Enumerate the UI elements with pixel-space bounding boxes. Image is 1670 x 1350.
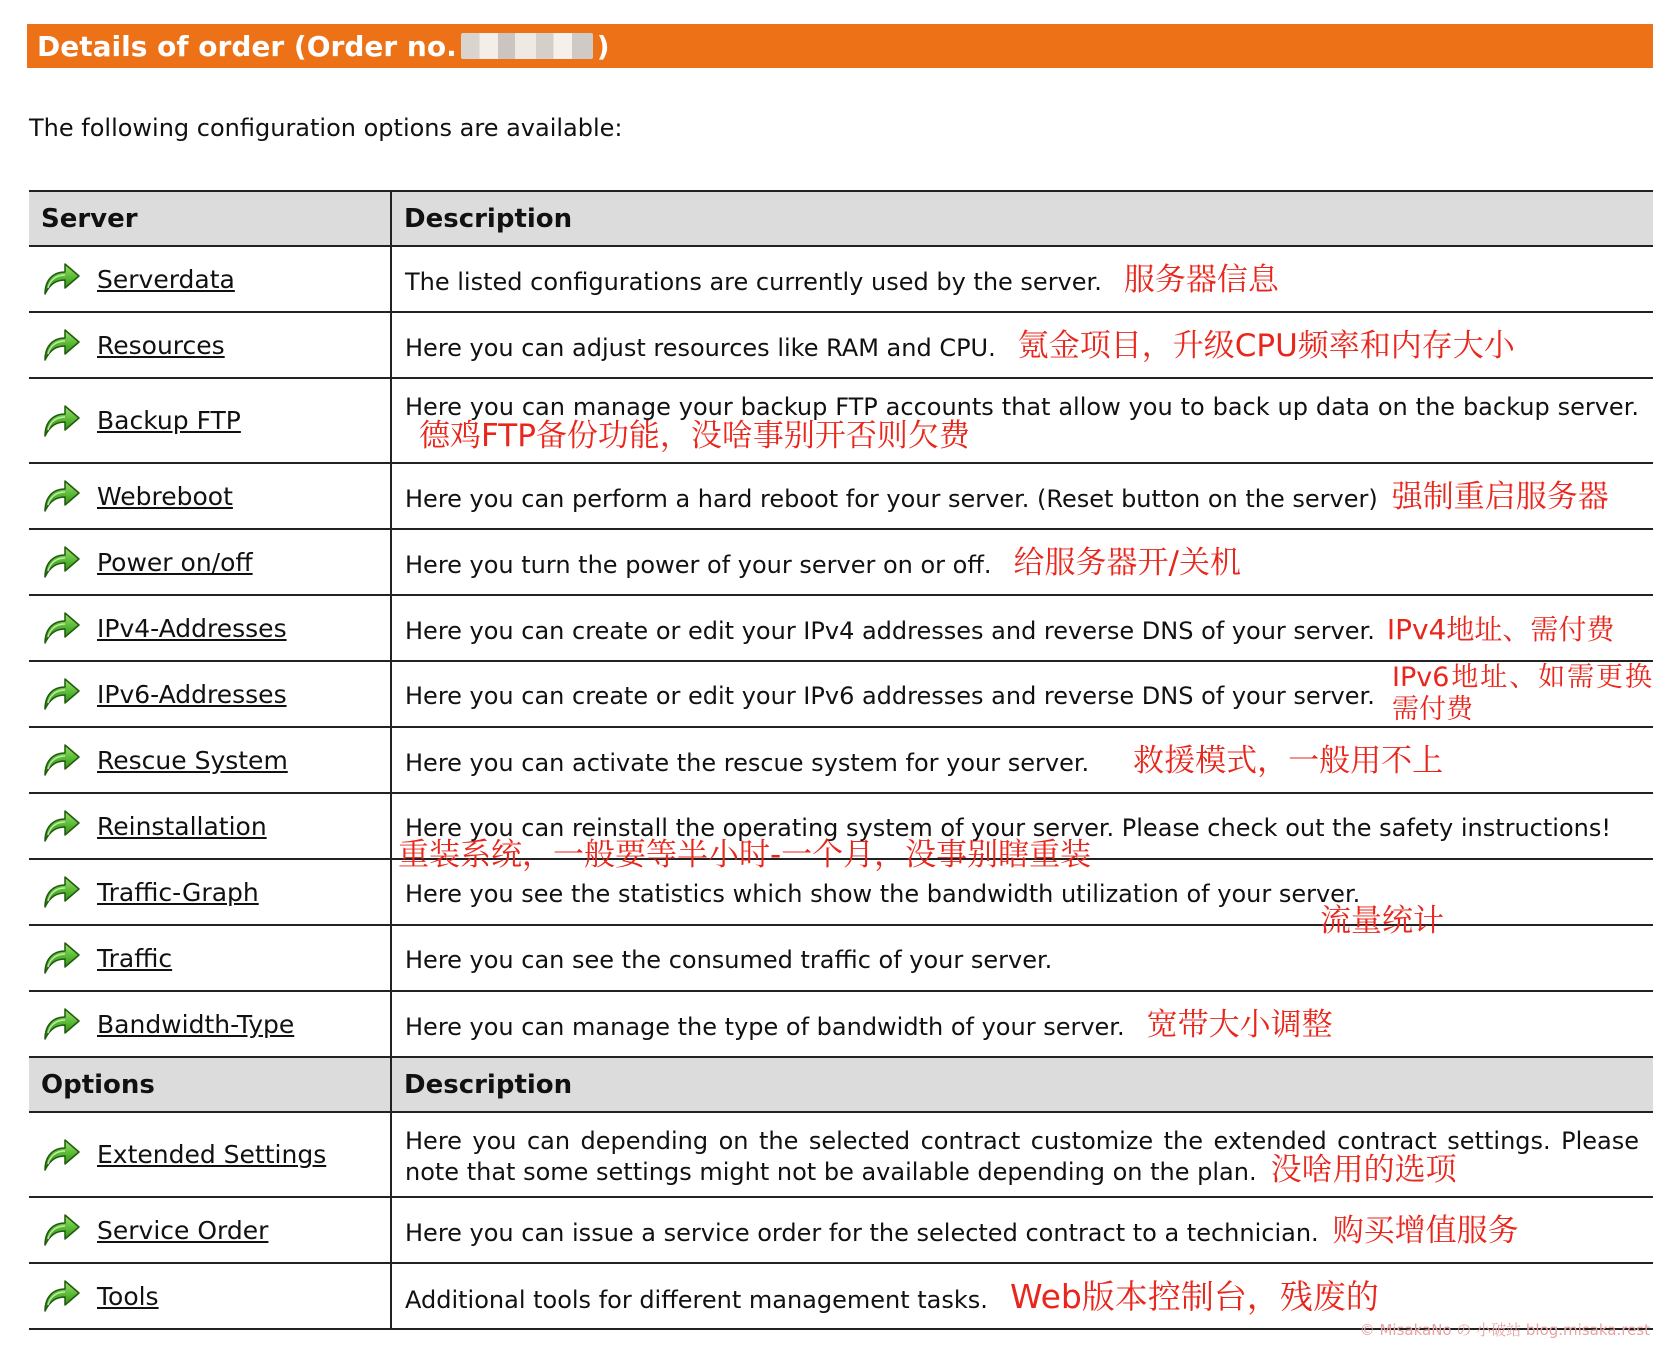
annotation-note: 救援模式，一般用不上 [1133, 742, 1444, 779]
page-title-prefix: Details of order (Order no. [37, 29, 457, 63]
annotation-note: 流量统计 [1320, 903, 1444, 939]
row-description: Here you can perform a hard reboot for your server. (Reset button on the server) [405, 484, 1378, 513]
annotation-note: 强制重启服务器 [1391, 478, 1609, 515]
row-description: Here you can manage the type of bandwidth of your server. [405, 1012, 1125, 1041]
order-header-bar [27, 24, 1653, 68]
green-arrow-icon[interactable] [41, 543, 81, 581]
ipv6-addresses-link[interactable]: IPv6-Addresses [97, 679, 287, 709]
table-row [29, 1112, 1653, 1197]
row-description: Here you can activate the rescue system for your server. [405, 748, 1090, 777]
page-title-suffix: ) [596, 29, 610, 63]
row-description: Here you turn the power of your server on or off. [405, 550, 992, 579]
annotation-note: 宽带大小调整 [1146, 1006, 1333, 1043]
green-arrow-icon[interactable] [41, 260, 81, 298]
green-arrow-icon[interactable] [41, 1277, 81, 1315]
annotation-note: 德鸡FTP备份功能，没啥事别开否则欠费 [419, 417, 970, 454]
annotation-note: 给服务器开/关机 [1013, 544, 1241, 581]
table-row [29, 727, 1653, 793]
annotation-note: 氪金项目，升级CPU频率和内存大小 [1017, 327, 1515, 364]
backup-ftp-link[interactable]: Backup FTP [97, 406, 241, 435]
intro-text: The following configuration options are available: [29, 114, 623, 142]
redacted-order-number [461, 33, 593, 59]
row-description: Here you can create or edit your IPv6 addresses and reverse DNS of your server. [405, 681, 1375, 710]
rescue-system-link[interactable]: Rescue System [97, 745, 288, 775]
green-arrow-icon[interactable] [41, 477, 81, 515]
green-arrow-icon[interactable] [41, 326, 81, 364]
table-row [29, 661, 1653, 727]
row-description: Here you can manage your backup FTP accounts that allow you to back up data on the backup server. [405, 392, 1639, 421]
green-arrow-icon[interactable] [41, 741, 81, 779]
table-row [29, 793, 1653, 859]
table-row [29, 312, 1653, 378]
table-row [29, 595, 1653, 661]
annotation-note: 没啥用的选项 [1270, 1151, 1457, 1188]
extended-settings-link[interactable]: Extended Settings [97, 1140, 327, 1169]
reinstallation-link[interactable]: Reinstallation [97, 811, 267, 841]
annotation-note: IPv4地址、需付费 [1386, 612, 1615, 646]
annotation-note: 重装系统，一般要等半小时-一个月，没事别瞎重装 [398, 837, 1092, 873]
row-description: Here you can create or edit your IPv4 addresses and reverse DNS of your server. [405, 616, 1375, 645]
table-row [29, 1197, 1653, 1263]
row-description: Here you see the statistics which show the bandwidth utilization of your server. [405, 879, 1361, 908]
green-arrow-icon[interactable] [41, 939, 81, 977]
server-header-row [29, 191, 1653, 246]
table-row [29, 991, 1653, 1057]
page-title [37, 30, 610, 63]
green-arrow-icon[interactable] [41, 675, 81, 713]
table-row [29, 463, 1653, 529]
row-description: Here you can adjust resources like RAM and CPU. [405, 333, 996, 362]
green-arrow-icon[interactable] [41, 1005, 81, 1043]
service-order-link[interactable]: Service Order [97, 1215, 269, 1245]
bandwidth-type-link[interactable]: Bandwidth-Type [97, 1009, 295, 1039]
serverdata-link[interactable]: Serverdata [97, 264, 235, 294]
description-column-header: Description [391, 191, 1653, 246]
annotation-note: Web版本控制台，残废的 [1009, 1276, 1379, 1316]
row-description: Here you can see the consumed traffic of your server. [405, 945, 1053, 974]
resources-link[interactable]: Resources [97, 330, 225, 360]
row-description: Here you can reinstall the operating system of your server. Please check out the safety instructions! [405, 813, 1611, 842]
traffic-link[interactable]: Traffic [97, 943, 173, 973]
webreboot-link[interactable]: Webreboot [97, 481, 233, 511]
table-row [29, 529, 1653, 595]
options-column-header: Options [29, 1057, 391, 1112]
annotation-note: 服务器信息 [1123, 261, 1279, 298]
green-arrow-icon[interactable] [41, 609, 81, 647]
power-on-off-link[interactable]: Power on/off [97, 547, 253, 577]
ipv4-addresses-link[interactable]: IPv4-Addresses [97, 613, 287, 643]
table-row [29, 378, 1653, 463]
green-arrow-icon[interactable] [41, 873, 81, 911]
configuration-table [29, 190, 1653, 1330]
traffic-graph-link[interactable]: Traffic-Graph [97, 877, 259, 907]
server-column-header: Server [29, 191, 391, 246]
annotation-note: IPv6地址、如需更换需付费 [1392, 662, 1652, 725]
green-arrow-icon[interactable] [41, 402, 81, 440]
watermark: © MisakaNo の 小破站 blog.misaka.rest [1359, 1321, 1650, 1339]
table-row [29, 246, 1653, 312]
row-description: The listed configurations are currently used by the server. [405, 267, 1102, 296]
row-description: Here you can depending on the selected contract customize the extended contract settings. Please note that some settings might not be available depending on the plan. [405, 1126, 1639, 1186]
row-description: Additional tools for different management tasks. [405, 1285, 988, 1314]
annotation-note: 购买增值服务 [1332, 1212, 1519, 1249]
options-header-row [29, 1057, 1653, 1112]
tools-link[interactable]: Tools [97, 1281, 159, 1311]
options-description-column-header: Description [391, 1057, 1653, 1112]
green-arrow-icon[interactable] [41, 1211, 81, 1249]
green-arrow-icon[interactable] [41, 1136, 81, 1174]
green-arrow-icon[interactable] [41, 807, 81, 845]
row-description: Here you can issue a service order for the selected contract to a technician. [405, 1218, 1319, 1247]
